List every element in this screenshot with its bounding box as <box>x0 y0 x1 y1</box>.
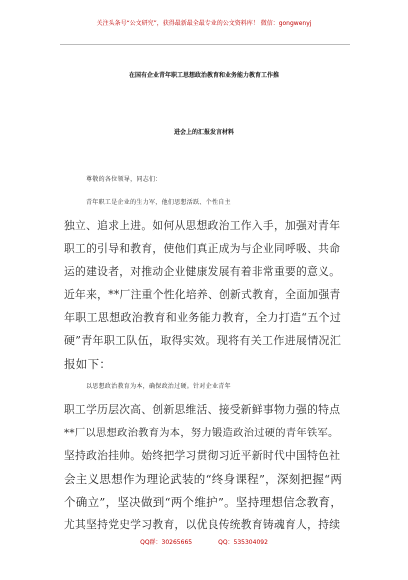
paragraph-line: 个确立”，坚决做到“两个维护”。坚持理想信念教育， <box>64 495 343 509</box>
paragraph-line: 青年职工是企业的生力军，他们思想活跃、个性自主 <box>86 199 231 206</box>
paragraph-line: 近年来，**厂注重个性化培养、创新式教育，全面加强青 <box>64 288 341 301</box>
paragraph-line: 独立、追求上进。如何从思想政治工作入手，加强对青年 <box>64 219 341 232</box>
paragraph-line: 职工学历层次高、创新思维活、接受新鲜事物力强的特点 <box>64 403 341 416</box>
paragraph-line: 报如下： <box>64 357 112 371</box>
paragraph-line: 坚持政治挂帅。始终把学习贯彻习近平新时代中国特色社 <box>64 449 341 462</box>
paragraph-line: 尤其坚持党史学习教育，以优良传统教育铸魂育人，持续 <box>64 518 341 531</box>
paragraph-line: 会主义思想作为理论武装的“终身课程”，深刻把握“两 <box>64 472 343 486</box>
paragraph-line: **厂以思想政治教育为本，努力锻造政治过硬的青年铁军。 <box>64 427 339 439</box>
salutation: 尊敬的各位领导，同志们： <box>86 176 162 183</box>
header-divider <box>60 44 350 45</box>
document-title-line-1: 在国有企业青年职工思想政治教育和业务能力教育工作推 <box>128 72 279 79</box>
qq-group-label: QQ群：30265665 <box>140 539 193 546</box>
document-title-line-2: 进会上的汇报发言材料 <box>173 129 234 136</box>
paragraph-line: 运的建设者，对推动企业健康发展有着非常重要的意义。 <box>64 265 341 278</box>
paragraph-line: 年职工思想政治教育和业务能力教育，全力打造“五个过 <box>64 311 342 324</box>
paragraph-line: 职工的引导和教育，使他们真正成为与企业同呼吸、共命 <box>64 242 341 255</box>
footer-contact <box>0 537 408 546</box>
header-note: 关注头条号“公文研究”，获得最新最全最专业的公文资料库！ 微信：gongwenyj <box>96 20 312 27</box>
qq-contact-label: QQ：535304092 <box>218 539 268 546</box>
paragraph-line: 硬”青年职工队伍，取得实效。现将有关工作进展情况汇 <box>64 334 342 347</box>
paragraph-line: 以思想政治教育为本，确保政治过硬。针对企业青年 <box>86 383 231 390</box>
